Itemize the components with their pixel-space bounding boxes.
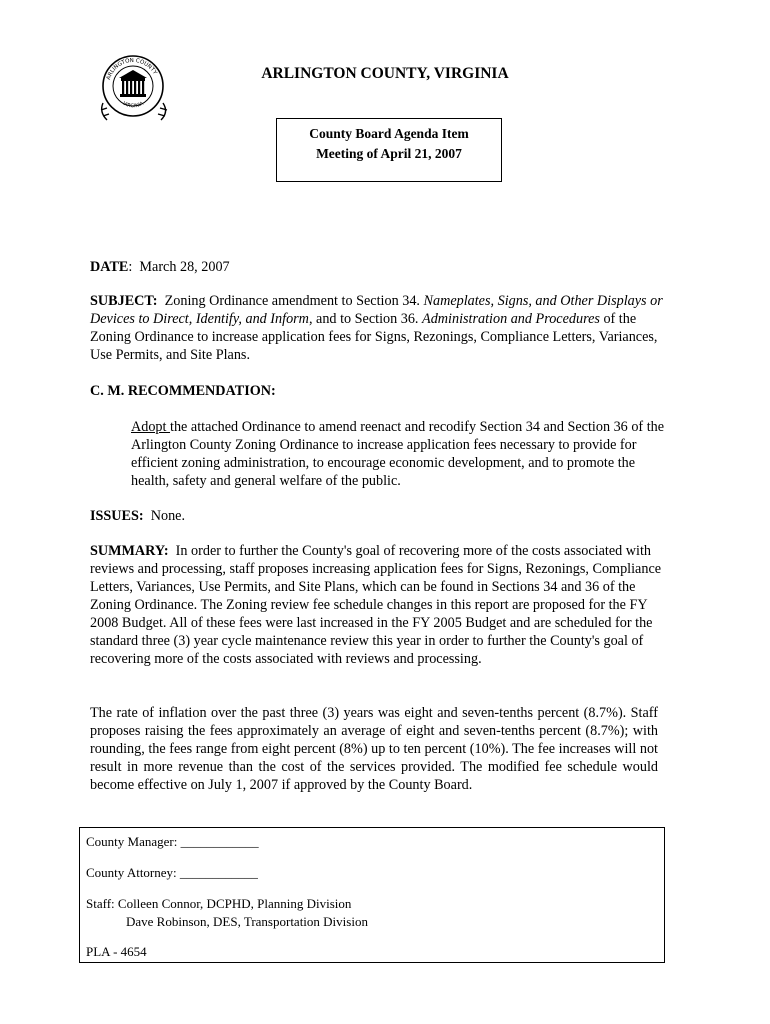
svg-text:VIRGINIA: VIRGINIA [121,100,145,110]
adopt-word: Adopt [131,419,171,435]
date-value: March 28, 2007 [139,259,230,275]
summary-paragraph [90,542,670,668]
recommendation-body [131,418,671,490]
meeting-date-line: Meeting of April 21, 2007 [316,146,462,161]
page-title: ARLINGTON COUNTY, VIRGINIA [261,65,509,82]
agenda-item-line: County Board Agenda Item [309,126,469,141]
date-label: DATE [90,259,129,275]
county-seal-logo [95,48,175,128]
staff-line-1: Staff: Colleen Connor, DCPHD, Planning Division [86,896,352,911]
subject-section36-title: Administration and Procedures [422,311,600,327]
signoff-box [79,827,665,963]
summary-label: SUMMARY: [90,543,169,559]
subject-section34-title: Nameplates, Signs, and Other Displays or Devices to Direct, Identify, and Inform [90,293,663,327]
summary-text: In order to further the County's goal of recovering more of the costs associated with reviews and processing, staff proposes increasing application fees for Signs, Rezonings, Compliance Letters, Variances, Use Permits, and Site Plans, which can be found in Sections 34 and 36 of the Zoning Ordinance. The Zoning review fee schedule changes in this report are proposed for the FY 2008 Budget. All of these fees were last increased in the FY 2005 Budget and are scheduled for the standard three (3) year cycle maintenance review this year in order to further the County's goal of recovering more of the costs associated with reviews and processing. [90,543,662,667]
issues-value: None. [150,508,186,524]
subject-text-3: of the Zoning Ordinance to increase application fees for Signs, Rezonings, Compliance Letters, Variances, Use Permits, and Site Plans. [90,311,658,363]
date-line: DATE: March 28, 2007 [90,259,230,275]
inflation-paragraph: The rate of inflation over the past three (3) years was eight and seven-tenths percent (8.7%). Staff proposes raising the fees approximately an average of eight and seven-tenths percent (8.7%); with rounding, the fees range from eight percent (8%) up to ten percent (10%). The fee increases will not result in more revenue than the cost of the services provided. The modified fee schedule would become effective on July 1, 2007 if approved by the County Board. [90,705,658,793]
subject-label: SUBJECT: [90,293,158,309]
issues-label: ISSUES: [90,508,144,524]
subject-text-2: , and to Section 36. [308,311,423,327]
subject-text: Zoning Ordinance amendment to Section 34. [164,293,424,309]
staff-line-2: Dave Robinson, DES, Transportation Division [126,914,368,929]
issues-line [90,507,185,525]
agenda-item-box [276,118,502,182]
subject-paragraph [90,292,670,364]
recommendation-text: the attached Ordinance to amend reenact and recodify Section 34 and Section 36 of the Arlington County Zoning Ordinance to increase application fees necessary to provide for efficient zoning administration, to encourage economic development, and to promote the health, safety and general welfare of the public. [131,419,665,489]
county-manager-line: County Manager: ____________ [86,834,259,849]
pla-number: PLA - 4654 [86,944,147,959]
recommendation-heading: C. M. RECOMMENDATION: [90,383,276,399]
svg-text:ARLINGTON COUNTY: ARLINGTON COUNTY [105,57,158,81]
county-attorney-line: County Attorney: ____________ [86,865,258,880]
